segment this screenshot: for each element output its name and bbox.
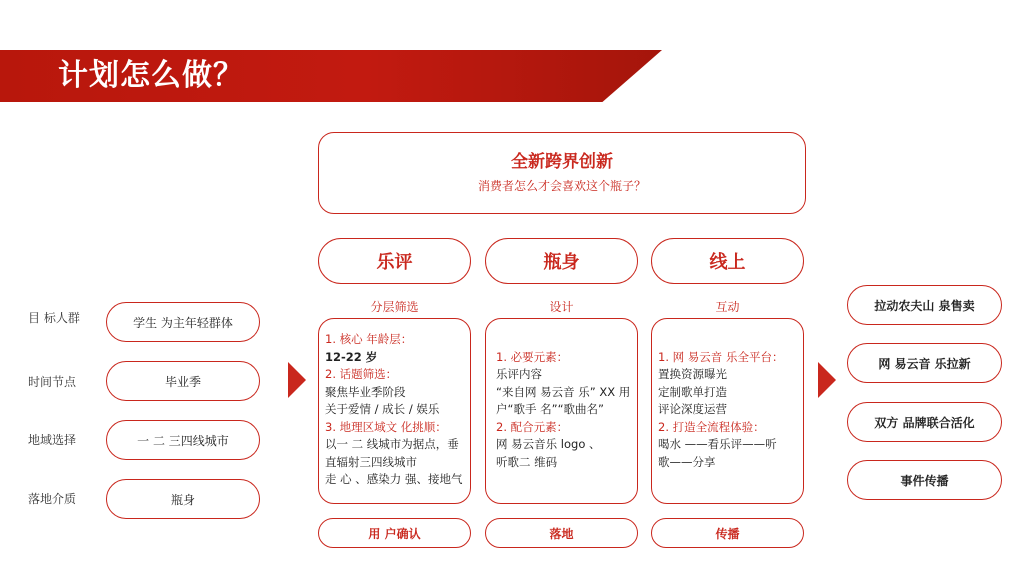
concept-subtitle: 消费者怎么才会喜欢这个瓶子？ (477, 179, 646, 193)
column-label-interaction: 互动 (715, 300, 740, 314)
column-line: 2. 话题筛选： (325, 367, 398, 381)
column-content-bottle (485, 318, 638, 504)
column-line: 走 心 、感染力 强、接地气 (325, 472, 463, 486)
column-line: 户“歌手 名”“歌曲名” (496, 402, 604, 416)
column-content-review (318, 318, 471, 504)
column-label-filter: 分层筛选 (370, 300, 419, 314)
page-title: 计划怎么做？ (58, 58, 244, 93)
top-concept-box (318, 132, 806, 214)
column-line (658, 331, 797, 349)
column-line: 2. 配合元素： (496, 419, 569, 434)
result-item-new-users: 网 易云音 乐拉新 (847, 343, 1002, 383)
column-line: 听歌二 维码 (496, 454, 558, 469)
left-value-region: 一 二 三四线城市 (106, 420, 260, 460)
left-label-region: 地域选择 (28, 433, 77, 447)
column-line: 1. 必要元素： (496, 349, 569, 364)
concept-title: 全新跨界创新 (511, 152, 613, 172)
bottom-label-spread: 传播 (651, 518, 804, 548)
column-line: 乐评内容 (496, 367, 542, 381)
column-line: 聚焦毕业季阶段 (325, 384, 406, 399)
category-online: 线上 (651, 238, 804, 284)
column-line: 2. 打造全流程体验： (658, 419, 765, 434)
column-line: 歌——分享 (658, 454, 716, 469)
left-value-target: 学生 为主年轻群体 (106, 302, 260, 342)
result-item-event: 事件传播 (847, 460, 1002, 500)
column-line: 喝水 ——看乐评——听 (658, 437, 777, 451)
column-line: 3. 地理区域文 化挑顺： (325, 419, 447, 434)
column-label-design: 设计 (549, 300, 574, 314)
column-line: 1. 网 易云音 乐全平台： (658, 349, 784, 364)
column-line: 置换资源曝光 (658, 367, 727, 381)
column-line: 12-22 岁 (325, 349, 378, 364)
left-value-timing: 毕业季 (106, 361, 260, 401)
bottom-label-landing: 落地 (485, 518, 638, 548)
column-line: 定制歌单打造 (658, 384, 727, 399)
column-content-online (651, 318, 804, 504)
category-bottle: 瓶身 (485, 238, 638, 284)
left-label-timing: 时间节点 (28, 375, 77, 389)
column-line: 网 易云音乐 logo 、 (496, 437, 601, 451)
result-item-co-branding: 双方 品牌联合活化 (847, 402, 1002, 442)
column-line (496, 331, 631, 349)
column-line: 关于爱情 / 成长 / 娱乐 (325, 402, 440, 416)
column-line: 直辐射三四线城市 (325, 454, 417, 469)
bottom-label-user-confirm: 用 户确认 (318, 518, 471, 548)
right-arrow-icon (288, 362, 306, 398)
column-line: 以一 二 线城市为据点，垂 (325, 437, 459, 451)
left-label-medium: 落地介质 (28, 492, 77, 506)
result-item-sales: 拉动农夫山 泉售卖 (847, 285, 1002, 325)
left-value-medium: 瓶身 (106, 479, 260, 519)
right-arrow-icon (818, 362, 836, 398)
category-music-review: 乐评 (318, 238, 471, 284)
column-line: 评论深度运营 (658, 402, 727, 416)
column-line: “来自网 易云音 乐” XX 用 (496, 384, 631, 399)
left-label-target: 目 标人群 (28, 311, 80, 325)
column-line: 1. 核心 年龄层： (325, 332, 413, 346)
